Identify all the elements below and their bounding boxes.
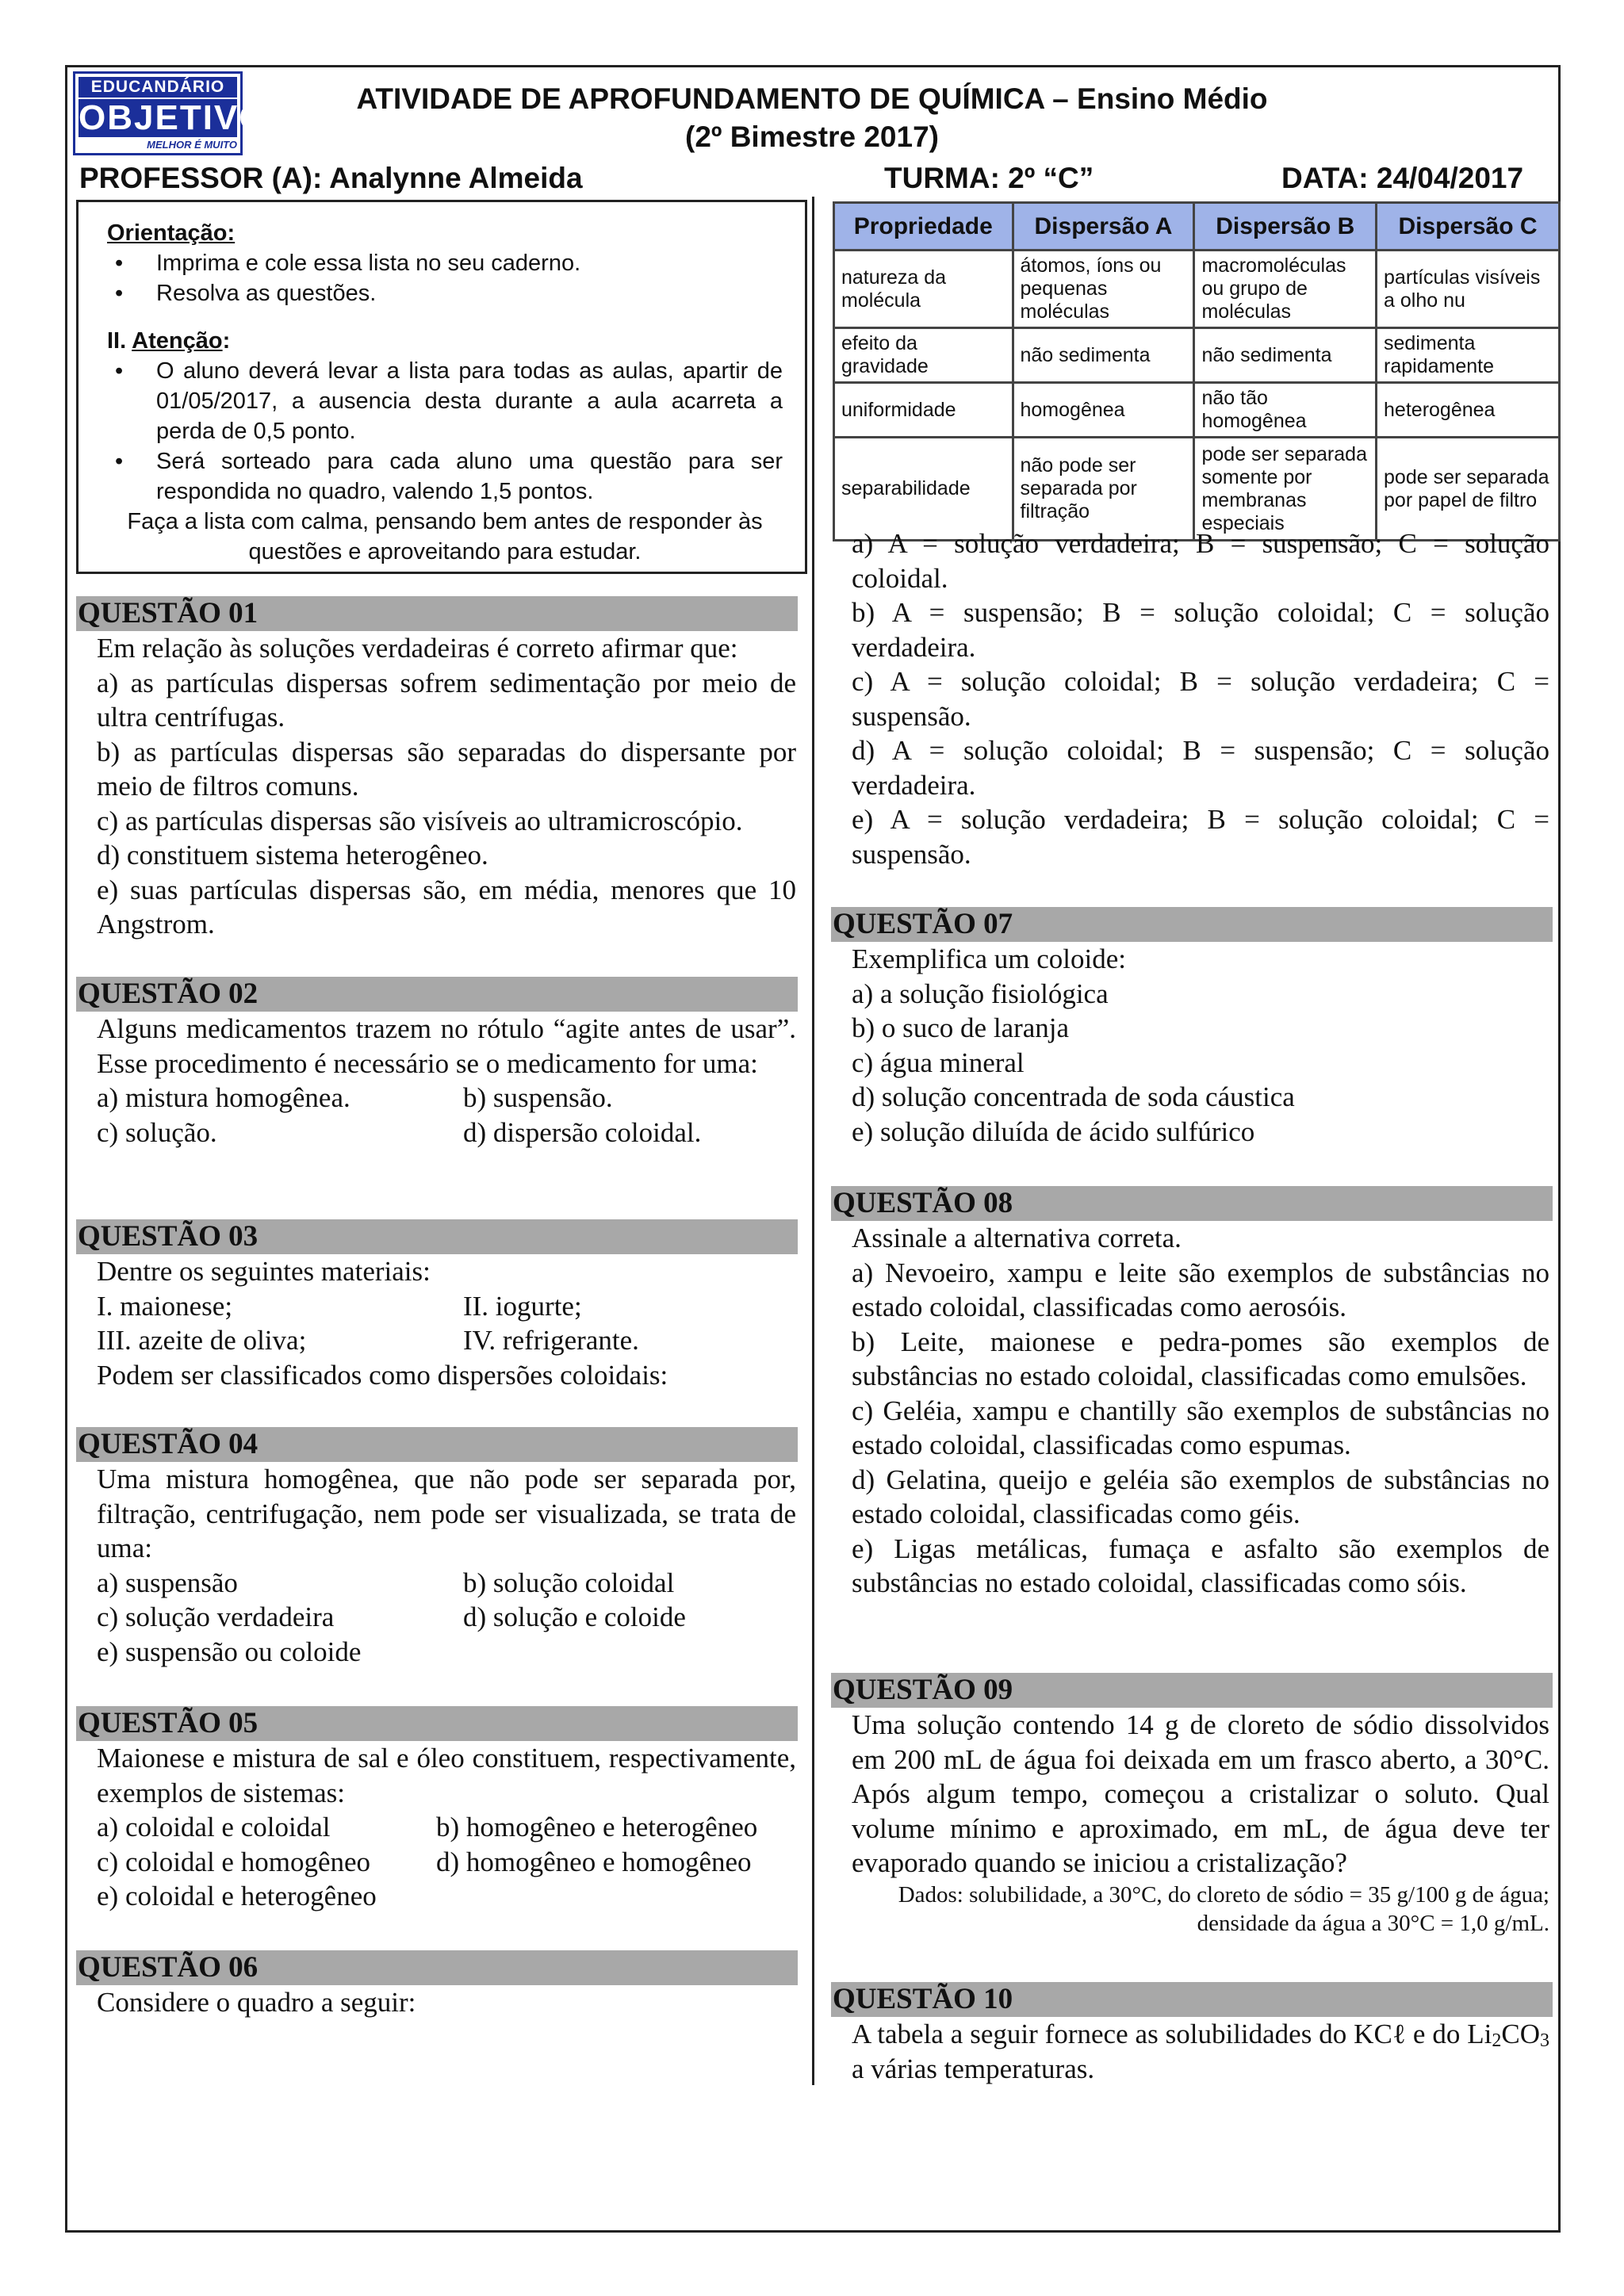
question-08-header: QUESTÃO 08 [831,1186,1553,1221]
column-divider [812,197,814,2085]
attention-list [107,356,783,507]
question-07-option-d: d) solução concentrada de soda cáustica [852,1081,1295,1112]
question-10-subscript: 3 [1540,2030,1549,2051]
question-08-option-e: e) Ligas metálicas, fumaça e asfalto são exemplos de substâncias no estado coloidal, classificadas como sóis. [852,1533,1549,1598]
professor-label: PROFESSOR (A): Analynne Almeida [79,162,583,194]
logo-main-text: OBJETIVO [79,98,268,137]
question-02-option-d: d) dispersão coloidal. [463,1116,702,1148]
question-03-item-1: I. maionese; [97,1290,233,1322]
question-08-option-b: b) Leite, maionese e pedra-pomes são exemplos de substâncias no estado coloidal, classificadas como emulsões. [852,1326,1549,1391]
logo-top-text: EDUCANDÁRIO [79,77,237,98]
question-06-options [852,526,1549,871]
question-04-option-e: e) suspensão ou coloide [97,1636,362,1667]
question-07-option-c: c) água mineral [852,1047,1025,1078]
date-label: DATA: 24/04/2017 [1281,162,1524,194]
table-header: Dispersão A [1013,203,1194,251]
orientation-item: • Resolva as questões. [107,278,783,308]
attention-prefix: II. [107,328,132,354]
question-06-body [97,1985,796,2020]
question-01-body [97,631,796,942]
orientation-list [107,248,783,308]
question-04-stem: Uma mistura homogênea, que não pode ser separada por, filtração, centrifugação, nem pode ser visualizada, se trata de uma: [97,1464,796,1563]
question-10-stem [852,2017,1549,2086]
question-10-stem-text: a várias temperaturas. [852,2053,1095,2084]
table-cell: heterogênea [1377,383,1560,438]
table-header: Dispersão B [1194,203,1377,251]
table-cell: pode ser separada por papel de filtro [1377,438,1560,541]
question-03-body [97,1254,796,1392]
question-09-body [852,1708,1549,1938]
table-cell: pode ser separada somente por membranas especiais [1194,438,1377,541]
question-05-option-d: d) homogêneo e homogêneo [436,1846,752,1877]
question-01-option-a: a) as partículas dispersas sofrem sedimentação por meio de ultra centrífugas. [97,667,796,733]
question-06-header: QUESTÃO 06 [76,1950,798,1985]
table-cell: não sedimenta [1013,328,1194,383]
question-02-option-b: b) suspensão. [463,1082,613,1113]
turma-label: TURMA: 2º “C” [884,162,1094,194]
question-08-option-a: a) Nevoeiro, xampu e leite são exemplos de substâncias no estado coloidal, classificadas como aerosóis. [852,1257,1549,1322]
question-06-option-a: a) A = solução verdadeira; B = suspensão; C = solução coloidal. [852,528,1549,594]
question-07-stem: Exemplifica um coloide: [852,943,1127,974]
question-05-body [97,1741,796,1914]
question-07-option-e: e) solução diluída de ácido sulfúrico [852,1115,1255,1147]
table-cell: separabilidade [834,438,1013,541]
attention-title [107,326,783,356]
table-header: Dispersão C [1377,203,1560,251]
question-08-body [852,1221,1549,1601]
question-05-option-a: a) coloidal e coloidal [97,1812,331,1843]
question-10-subscript: 2 [1492,2030,1502,2051]
question-10-body [852,2017,1549,2086]
dispersion-table [833,201,1561,541]
question-05-option-c: c) coloidal e homogêneo [97,1846,371,1877]
attention-colon: : [222,328,231,354]
question-03-item-2: II. iogurte; [463,1290,582,1322]
question-09-data: Dados: solubilidade, a 30°C, do cloreto de sódio = 35 g/100 g de água; densidade da água a 30°C = 1,0 g/mL. [898,1881,1549,1936]
question-01-stem: Em relação às soluções verdadeiras é correto afirmar que: [97,633,738,664]
question-06-stem: Considere o quadro a seguir: [97,1987,416,2018]
question-05-option-b: b) homogêneo e heterogêneo [436,1812,758,1843]
table-cell: não sedimenta [1194,328,1377,383]
question-07-header: QUESTÃO 07 [831,907,1553,942]
table-cell: partículas visíveis a olho nu [1377,251,1560,328]
question-07-body [852,942,1549,1149]
orientation-box [76,200,807,574]
question-09-header: QUESTÃO 09 [831,1673,1553,1708]
question-02-stem: Alguns medicamentos trazem no rótulo “agite antes de usar”. Esse procedimento é necessário se o medicamento for uma: [97,1013,796,1079]
question-03-item-4: IV. refrigerante. [463,1325,639,1356]
question-04-header: QUESTÃO 04 [76,1427,798,1462]
question-06-option-d: d) A = solução coloidal; B = suspensão; C = solução verdadeira. [852,735,1549,801]
question-01-option-b: b) as partículas dispersas são separadas do dispersante por meio de filtros comuns. [97,736,796,802]
orientation-title: Orientação: [107,220,236,246]
question-04-option-a: a) suspensão [97,1567,238,1598]
question-04-option-c: c) solução verdadeira [97,1601,335,1632]
question-04-option-b: b) solução coloidal [463,1567,675,1598]
question-02-body [97,1012,796,1150]
question-02-header: QUESTÃO 02 [76,977,798,1012]
question-01-option-c: c) as partículas dispersas são visíveis ao ultramicroscópio. [97,805,743,836]
question-08-option-d: d) Gelatina, queijo e geléia são exemplos de substâncias no estado coloidal, classificadas como géis. [852,1464,1549,1529]
table-cell: homogênea [1013,383,1194,438]
table-cell: sedimenta rapidamente [1377,328,1560,383]
attention-item: • O aluno deverá levar a lista para todas as aulas, apartir de 01/05/2017, a ausencia desta durante a aula acarreta a perda de 0,5 ponto. [107,356,783,446]
question-01-option-d: d) constituem sistema heterogêneo. [97,840,488,871]
page-subtitle: (2º Bimestre 2017) [685,121,939,153]
logo-tagline: MELHOR É MUITO [147,139,237,151]
orientation-item: • Imprima e cole essa lista no seu caderno. [107,248,783,278]
table-cell: não pode ser separada por filtração [1013,438,1194,541]
page-title: ATIVIDADE DE APROFUNDAMENTO DE QUÍMICA – Ensino Médio [356,82,1268,115]
question-03-item-3: III. azeite de oliva; [97,1325,307,1356]
question-02-option-c: c) solução. [97,1116,217,1148]
question-06-option-b: b) A = suspensão; B = solução coloidal; C = solução verdadeira. [852,597,1549,663]
question-10-stem-text: CO [1501,2019,1540,2049]
question-01-option-e: e) suas partículas dispersas são, em média, menores que 10 Angstrom. [97,874,796,939]
attention-item: • Será sorteado para cada aluno uma questão para ser respondida no quadro, valendo 1,5 pontos. [107,446,783,507]
question-06-option-e: e) A = solução verdadeira; B = solução coloidal; C = suspensão. [852,804,1549,870]
table-cell: macromoléculas ou grupo de moléculas [1194,251,1377,328]
table-cell: efeito da gravidade [834,328,1013,383]
question-02-option-a: a) mistura homogênea. [97,1082,350,1113]
question-08-stem: Assinale a alternativa correta. [852,1223,1182,1253]
attention-word: Atenção [132,328,223,354]
question-08-option-c: c) Geléia, xampu e chantilly são exemplos de substâncias no estado coloidal, classificadas como espumas. [852,1395,1549,1460]
question-09-stem: Uma solução contendo 14 g de cloreto de sódio dissolvidos em 200 mL de água foi deixada em um frasco aberto, a 30°C. Após algum tempo, começou a cristalizar o soluto. Qual volume mínimo e aproximado, em mL, de água deve ter evaporado quando se iniciou a cristalização? [852,1709,1549,1878]
table-header: Propriedade [834,203,1013,251]
table-cell: natureza da molécula [834,251,1013,328]
question-03-stem: Dentre os seguintes materiais: [97,1256,431,1287]
table-cell: átomos, íons ou pequenas moléculas [1013,251,1194,328]
question-04-option-d: d) solução e coloide [463,1601,686,1632]
question-04-body [97,1462,796,1669]
question-07-option-b: b) o suco de laranja [852,1012,1070,1043]
table-cell: uniformidade [834,383,1013,438]
question-05-stem: Maionese e mistura de sal e óleo constituem, respectivamente, exemplos de sistemas: [97,1743,796,1808]
question-01-header: QUESTÃO 01 [76,596,798,631]
question-10-stem-text: A tabela a seguir fornece as solubilidades do KCℓ e do Li [852,2019,1492,2049]
question-07-option-a: a) a solução fisiológica [852,978,1109,1009]
orientation-note: Faça a lista com calma, pensando bem antes de responder às questões e aproveitando para estudar. [127,509,763,564]
question-10-header: QUESTÃO 10 [831,1982,1553,2017]
question-03-question: Podem ser classificados como dispersões coloidais: [97,1359,668,1391]
question-05-header: QUESTÃO 05 [76,1706,798,1741]
table-cell: não tão homogênea [1194,383,1377,438]
question-05-option-e: e) coloidal e heterogêneo [97,1881,377,1911]
question-06-option-c: c) A = solução coloidal; B = solução verdadeira; C = suspensão. [852,666,1549,732]
question-03-header: QUESTÃO 03 [76,1219,798,1254]
